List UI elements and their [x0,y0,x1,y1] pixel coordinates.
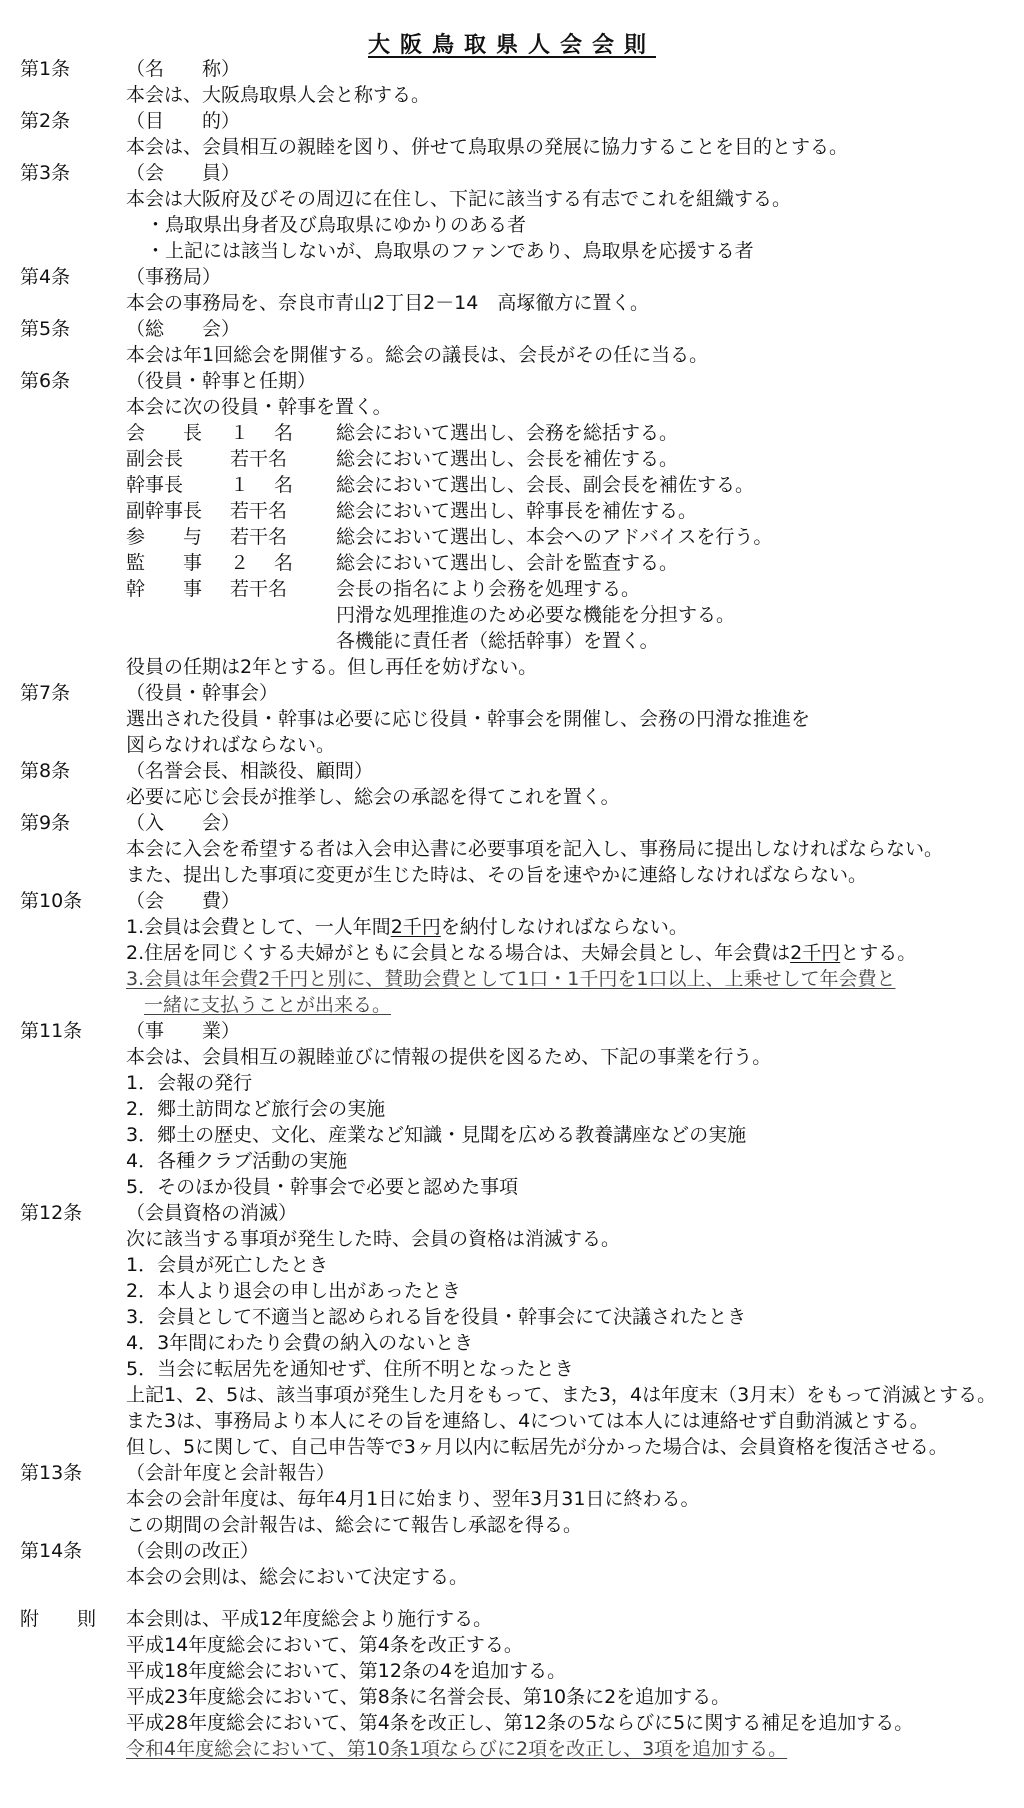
document-title: 大阪鳥取県人会会則 [367,33,656,58]
bylaws-document: 大阪鳥取県人会会則 第1条 （名 称） 本会は、大阪鳥取県人会と称する。 第2条 （目 的） 本会は、会員相互の親睦を図り、併せて鳥取県の発展に協力することを目的とする。 第3条 （会 員） 本会は大阪府及びその周辺に在住し、下記に該当する有志でこれを組織する。 ・鳥取県出身者及び鳥取県にゆかりのある者 ・上記には該当しないが、鳥取県のファンであり、鳥取県を応援する者 第4条 （事務局） 本会の事務局を、奈良市青山2丁目2－14 高塚徹方に置く。 第5条 （総 会） 本会は年1回総会を開催する。総会の議長は、会長がその任に当る。 第6条 （役員・幹事と任期） 本会に次の役員・幹事を置く。 会 長 １ 名 総会において選出し、会務を総括する。 副会長 若干名 総会において選出し、会長を補佐する。 幹事長 １ 名 総会において選出し、会長、副会長を補佐する。 副幹事長 若干名 総会において選出し、幹事長を補佐する。 参 与 若干名 総会において選出し、本会へのアドバイスを行う。 監 事 ２ 名 総会において選出し、会計を監査する。 幹 事 若干名 会長の指名により会務を処理する。 円滑な処理推進のため必要な機能を分担する。 各機能に責任者（総括幹事）を置く。 役員の任期は2年とする。但し再任を妨げない。 第7条 （役員・幹事会） 選出された役員・幹事は必要に応じ役員・幹事会を開催し、会務の円滑な推進を 図らなければならない。 第8条 （名誉会長、相談役、顧問） 必要に応じ会長が推挙し、総会の承認を得てこれを置く。 第9条 （入 会） 本会に入会を希望する者は入会申込書に必要事項を記入し、事務局に提出しなければならない。 また、提出した事項に変更が生じた時は、その旨を速やかに連絡しなければならない。 第10条 （会 費） 1.会員は会費として、一人年間2千円を納付しなければならない。 2.住居を同じくする夫婦がともに会員となる場合は、夫婦会員とし、年会費は2千円とする。 3.会員は年会費2千円と別に、賛助会費として1口・1千円を1口以上、上乗せして年会費と 一緒に支払うことが出来る。 第11条 （事 業） 本会は、会員相互の親睦並びに情報の提供を図るため、下記の事業を行う。 1．会報の発行 2．郷土訪問など旅行会の実施 3．郷土の歴史、文化、産業など知識・見聞を広める教養講座などの実施 4．各種クラブ活動の実施 5．そのほか役員・幹事会で必要と認めた事項 第12条 （会員資格の消滅） 次に該当する事項が発生した時、会員の資格は消滅する。 1．会員が死亡したとき 2．本人より退会の申し出があったとき 3．会員として不適当と認められる旨を役員・幹事会にて決議されたとき 4．3年間にわたり会費の納入のないとき 5．当会に転居先を通知せず、住所不明となったとき 上記1、2、5は、該当事項が発生した月をもって、また3，4は年度末（3月末）をもって消滅とする。 また3は、事務局より本人にその旨を連絡し、4については本人には連絡せず自動消滅とする。 但し、5に関して、自己申告等で3ヶ月以内に転居先が分かった場合は、会員資格を復活させる。 第13条 （会計年度と会計報告） 本会の会計年度は、毎年4月1日に始まり、翌年3月31日に終わる。 この期間の会計報告は、総会にて報告し承認を得る。 第14条 （会則の改正） 本会の会則は、総会において決定する。 附 則 本会則は、平成12年度総会より施行する。 平成14年度総会において、第4条を改正する。 平成18年度総会において、第12条の4を追加する。 平成23年度総会において、第8条に名誉会長、第10条に2を追加する。 平成28年度総会において、第4条を改正し、第12条の5ならびに5に関する補足を追加する。 令和4年度総会において、第10条1項ならびに2項を改正し、3項を追加する。 [0,0,1024,1808]
